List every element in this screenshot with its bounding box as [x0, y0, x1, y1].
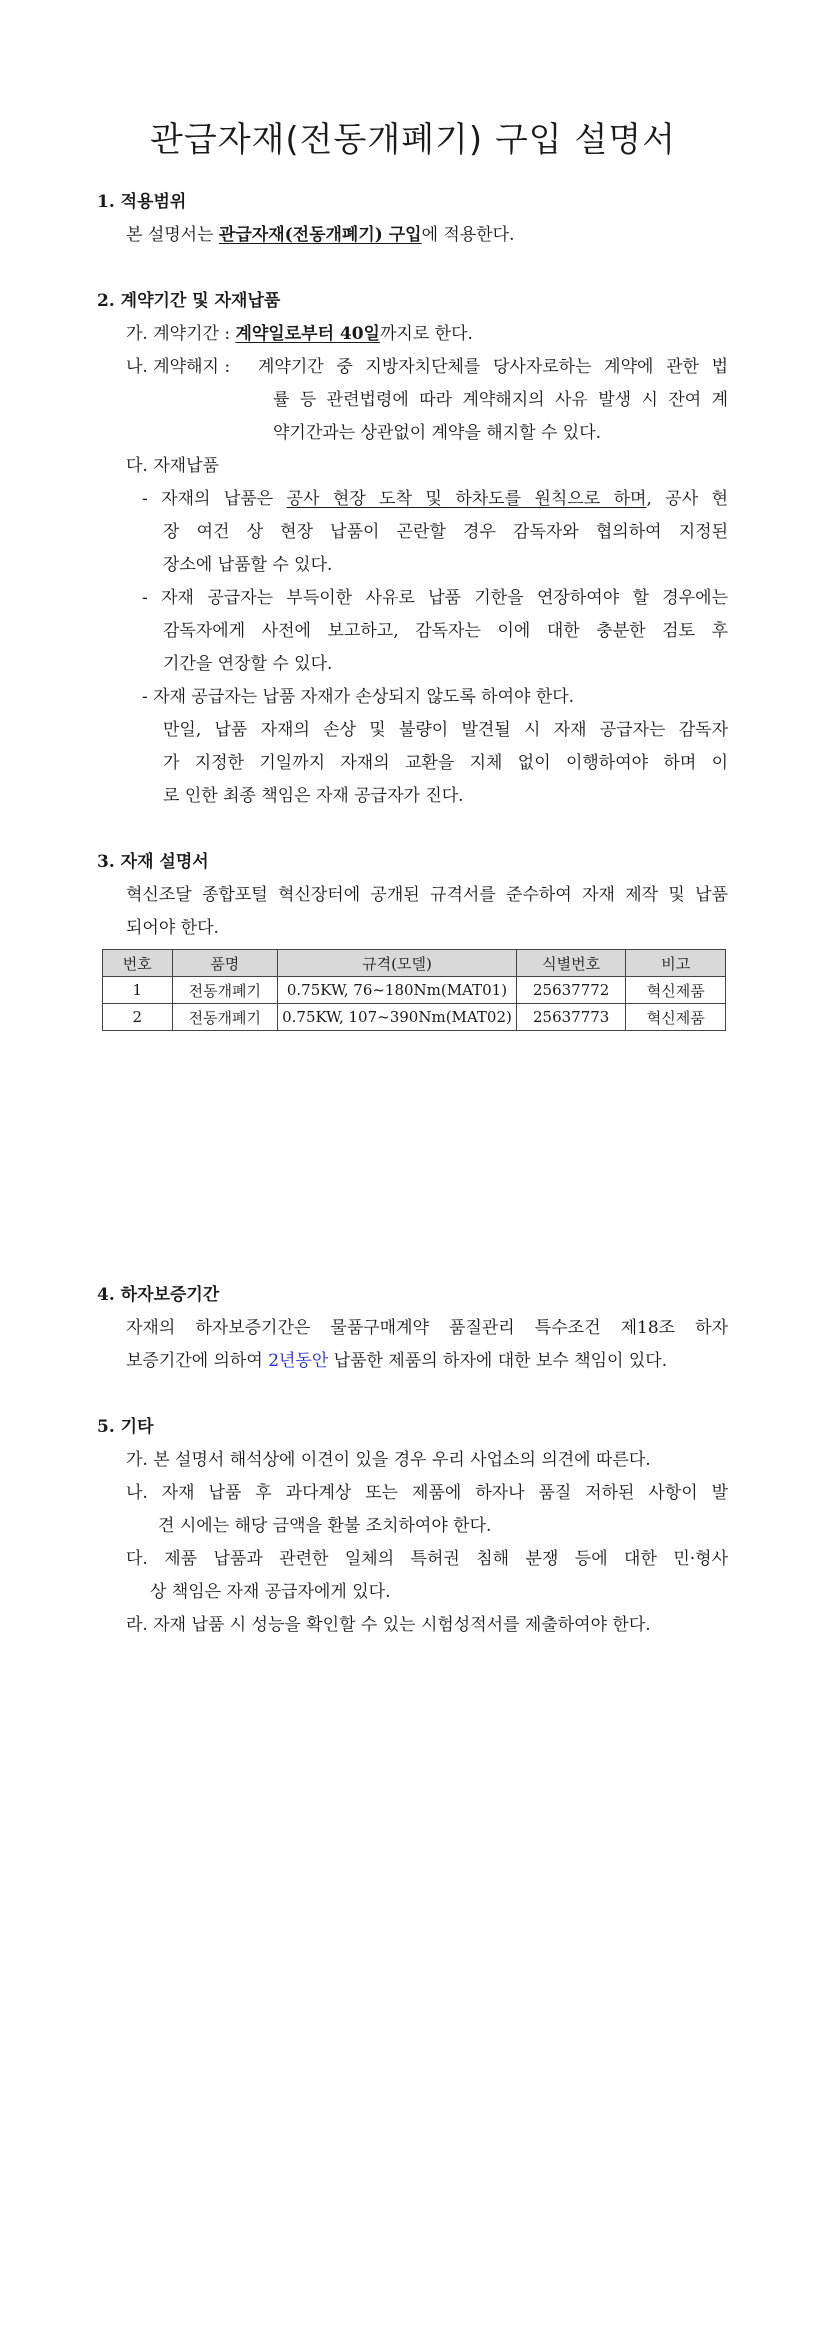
col-header-item: 품명 — [172, 950, 278, 977]
cell-note: 혁신제품 — [626, 1004, 726, 1031]
contract-termination-line-2: 률 등 관련법령에 따라 계약해지의 사유 발생 시 잔여 계 — [273, 390, 728, 410]
col-header-spec: 규격(모델) — [278, 950, 517, 977]
cell-item: 전동개폐기 — [172, 977, 278, 1004]
section-4-heading: 4. 하자보증기간 — [97, 1285, 220, 1305]
document-title: 관급자재(전동개폐기) 구입 설명서 — [150, 120, 676, 160]
delivery-subheading: 다. 자재납품 — [126, 456, 219, 476]
delivery-bullet-1-line-1: - 자재의 납품은 공사 현장 도착 및 하차도를 원칙으로 하며, 공사 현 — [142, 489, 728, 509]
contract-period-label: 가. 계약기간 : — [126, 324, 236, 344]
section-5-heading: 5. 기타 — [97, 1417, 154, 1437]
misc-item-na-line-1: 나. 자재 납품 후 과다계상 또는 제품에 하자나 품질 저하된 사항이 발 — [126, 1483, 728, 1503]
cell-item: 전동개폐기 — [172, 1004, 278, 1031]
material-spec-table — [102, 949, 726, 1031]
misc-item-da-line-1: 다. 제품 납품과 관련한 일체의 특허권 침해 분쟁 등에 대한 민·형사 — [126, 1549, 728, 1569]
delivery-bullet-2-line-1: - 자재 공급자는 부득이한 사유로 납품 기한을 연장하여야 할 경우에는 — [142, 588, 728, 608]
contract-termination-line-1: 계약기간 중 지방자치단체를 당사자로하는 계약에 관한 법 — [258, 357, 728, 377]
section-3-heading: 3. 자재 설명서 — [97, 852, 209, 872]
misc-item-na-line-2: 견 시에는 해당 금액을 환불 조치하여야 한다. — [158, 1516, 492, 1536]
cell-number: 1 — [103, 977, 173, 1004]
delivery-bullet-3-line-2: 만일, 납품 자재의 손상 및 불량이 발견될 시 자재 공급자는 감독자 — [163, 720, 728, 740]
table-row — [103, 1004, 726, 1031]
cell-number: 2 — [103, 1004, 173, 1031]
col-header-number: 번호 — [103, 950, 173, 977]
misc-item-ga: 가. 본 설명서 해석상에 이견이 있을 경우 우리 사업소의 의견에 따른다. — [126, 1450, 651, 1470]
section-1-body — [126, 223, 515, 247]
cell-spec: 0.75KW, 76~180Nm(MAT01) — [278, 977, 517, 1004]
section-1-text-pre: 본 설명서는 — [126, 225, 219, 245]
section-4-body-line-1: 자재의 하자보증기간은 물품구매계약 품질관리 특수조건 제18조 하자 — [126, 1318, 728, 1338]
section-1-text-post: 에 적용한다. — [421, 225, 515, 245]
cell-spec: 0.75KW, 107~390Nm(MAT02) — [278, 1004, 517, 1031]
contract-termination-label: 나. 계약해지 : — [126, 357, 231, 377]
delivery-bullet-1-line-2: 장 여건 상 현장 납품이 곤란할 경우 감독자와 협의하여 지정된 — [163, 522, 728, 542]
col-header-note: 비고 — [626, 950, 726, 977]
delivery-bullet-3-line-4: 로 인한 최종 책임은 자재 공급자가 진다. — [163, 786, 464, 806]
cell-id: 25637773 — [516, 1004, 626, 1031]
delivery-bullet-2-line-3: 기간을 연장할 수 있다. — [163, 654, 333, 674]
section-1-heading: 1. 적용범위 — [97, 192, 187, 212]
table-row — [103, 977, 726, 1004]
table-header-row — [103, 950, 726, 977]
contract-termination-line-3: 약기간과는 상관없이 계약을 해지할 수 있다. — [273, 423, 602, 443]
contract-period-value: 계약일로부터 40일 — [235, 324, 380, 344]
contract-period-line — [126, 322, 473, 346]
misc-item-da-line-2: 상 책임은 자재 공급자에게 있다. — [150, 1582, 391, 1602]
section-4-body-line-2: 보증기간에 의하여 2년동안 납품한 제품의 하자에 대한 보수 책임이 있다. — [126, 1351, 668, 1371]
section-3-body-line-2: 되어야 한다. — [126, 918, 219, 938]
section-1-scope-underlined: 관급자재(전동개폐기) 구입 — [218, 225, 422, 245]
section-3-body-line-1: 혁신조달 종합포털 혁신장터에 공개된 규격서를 준수하여 자재 제작 및 납품 — [126, 885, 728, 905]
section-2-heading: 2. 계약기간 및 자재납품 — [97, 291, 281, 311]
delivery-bullet-3-line-1: - 자재 공급자는 납품 자재가 손상되지 않도록 하여야 한다. — [142, 687, 575, 707]
warranty-period-highlight: 2년동안 — [268, 1351, 329, 1371]
delivery-principle-underlined: 공사 현장 도착 및 하차도를 원칙으로 하며 — [286, 489, 647, 509]
col-header-id: 식별번호 — [516, 950, 626, 977]
contract-period-post: 까지로 한다. — [379, 324, 473, 344]
delivery-bullet-1-line-3: 장소에 납품할 수 있다. — [163, 555, 333, 575]
misc-item-ra: 라. 자재 납품 시 성능을 확인할 수 있는 시험성적서를 제출하여야 한다. — [126, 1615, 651, 1635]
cell-id: 25637772 — [516, 977, 626, 1004]
delivery-bullet-2-line-2: 감독자에게 사전에 보고하고, 감독자는 이에 대한 충분한 검토 후 — [163, 621, 728, 641]
cell-note: 혁신제품 — [626, 977, 726, 1004]
delivery-bullet-3-line-3: 가 지정한 기일까지 자재의 교환을 지체 없이 이행하여야 하며 이 — [163, 753, 728, 773]
